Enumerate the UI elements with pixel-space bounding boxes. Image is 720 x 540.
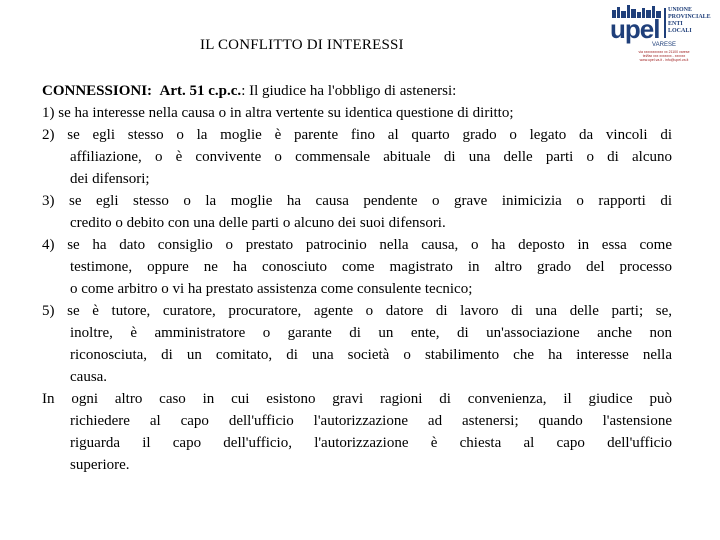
intro-heading: CONNESSIONI: — [42, 83, 153, 99]
upel-logo — [610, 2, 718, 64]
logo-fine-print: www.upel.va.it - info@upel.va.it — [639, 58, 689, 62]
article-reference: Art. 51 c.p.c. — [159, 83, 242, 99]
list-item: 2) se egli stesso o la moglie è parente fino al quarto grado o legato da vincoli di affiliazione, o è convivente o commensale abituale di una delle parti o di alcuno dei difensori; — [42, 127, 672, 187]
list-item: 1) se ha interesse nella causa o in altra vertente su identica questione di diritto; — [42, 105, 514, 121]
intro-text: : Il giudice ha l'obbligo di astenersi: — [241, 83, 457, 99]
logo-divider — [664, 8, 666, 38]
logo-fine-print: tel/fax xxx xxxxxxx - xxxxxx — [642, 54, 686, 58]
list-item: 3) se egli stesso o la moglie ha causa pendente o grave inimicizia o rapporti di credito o debito con una delle parti o alcuno dei suoi difensori. — [42, 193, 672, 231]
list-item: 4) se ha dato consiglio o prestato patrocinio nella causa, o ha deposto in essa come testimone, oppure ne ha conosciuto come magistrato in altro grado del processo o come arbitro o vi ha prestato assistenza come consulente tecnico; — [42, 237, 672, 297]
logo-org-name: UNIONE PROVINCIALE ENTI LOCALI — [668, 7, 711, 34]
document-body — [42, 80, 672, 476]
logo-fine-print: via xxxxxxxxxxx xx 21100 varese — [638, 50, 690, 54]
logo-city: VARESE — [652, 42, 676, 48]
list-item: 5) se è tutore, curatore, procuratore, agente o datore di lavoro di una delle parti; se, inoltre, è amministratore o garante di un ente, di un'associazione anche non riconosciuta, di un comitato, di una società o stabilimento che ha interesse nella causa. — [42, 303, 672, 385]
page-title: IL CONFLITTO DI INTERESSI — [200, 37, 404, 53]
logo-brand: upel — [610, 14, 660, 44]
closing-paragraph: In ogni altro caso in cui esistono gravi ragioni di convenienza, il giudice può richiedere al capo dell'ufficio l'autorizzazione ad astenersi; quando l'astensione riguarda il capo dell'ufficio, l'autorizzazione è chiesta al capo dell'ufficio superiore. — [42, 391, 672, 473]
intro-line — [42, 80, 672, 102]
